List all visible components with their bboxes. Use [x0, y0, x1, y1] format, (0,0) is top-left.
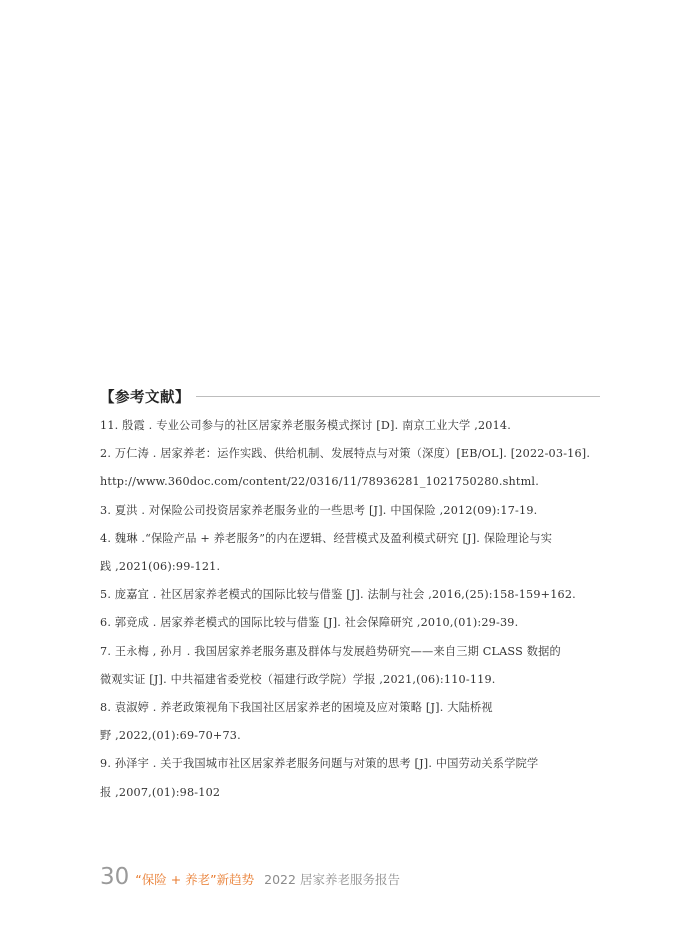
reference-line: 4. 魏琳 .“保险产品 + 养老服务”的内在逻辑、经营模式及盈利模式研究 [J]. 保险理论与实 — [100, 531, 553, 545]
footer-section-title: “保险 + 养老”新趋势 — [135, 872, 255, 887]
reference-item — [100, 525, 600, 581]
references-header — [100, 384, 600, 408]
reference-item — [100, 638, 600, 694]
reference-list — [100, 412, 600, 807]
reference-line: 微观实证 [J]. 中共福建省委党校（福建行政学院）学报 ,2021,(06):110-119. — [100, 672, 496, 686]
reference-line: 践 ,2021(06):99-121. — [100, 560, 221, 574]
reference-line: http://www.360doc.com/content/22/0316/11/78936281_1021750280.shtml. — [100, 475, 539, 489]
reference-item — [100, 440, 600, 496]
references-divider — [196, 396, 600, 397]
reference-line: 3. 夏洪 . 对保险公司投资居家养老服务业的一些思考 [J]. 中国保险 ,2012(09):17-19. — [100, 503, 538, 517]
page-footer — [100, 864, 400, 894]
reference-line: 6. 郭竞成 . 居家养老模式的国际比较与借鉴 [J]. 社会保障研究 ,2010,(01):29-39. — [100, 616, 519, 630]
reference-item — [100, 412, 600, 440]
reference-item — [100, 750, 600, 806]
reference-line: 8. 袁淑婷 . 养老政策视角下我国社区居家养老的困境及应对策略 [J]. 大陆桥视 — [100, 701, 493, 715]
footer-report-title: 2022 居家养老服务报告 — [264, 872, 400, 887]
reference-line: 2. 万仁涛 . 居家养老：运作实践、供给机制、发展特点与对策（深度）[EB/OL]. [2022-03-16]. — [100, 447, 591, 461]
reference-line: 7. 王永梅 , 孙月 . 我国居家养老服务惠及群体与发展趋势研究——来自三期 CLASS 数据的 — [100, 644, 561, 658]
page-number: 30 — [100, 864, 130, 890]
reference-line: 5. 庞嘉宜 . 社区居家养老模式的国际比较与借鉴 [J]. 法制与社会 ,2016,(25):158-159+162. — [100, 588, 576, 602]
reference-item — [100, 694, 600, 750]
reference-line: 报 ,2007,(01):98-102 — [100, 785, 221, 799]
reference-item — [100, 581, 600, 609]
reference-item — [100, 609, 600, 637]
reference-item — [100, 497, 600, 525]
reference-line: 9. 孙泽宇 . 关于我国城市社区居家养老服务问题与对策的思考 [J]. 中国劳动关系学院学 — [100, 757, 539, 771]
reference-line: 野 ,2022,(01):69-70+73. — [100, 729, 241, 743]
references-title: 【参考文献】 — [100, 389, 190, 406]
reference-line: 11. 殷霞 . 专业公司参与的社区居家养老服务模式探讨 [D]. 南京工业大学 ,2014. — [100, 419, 511, 432]
